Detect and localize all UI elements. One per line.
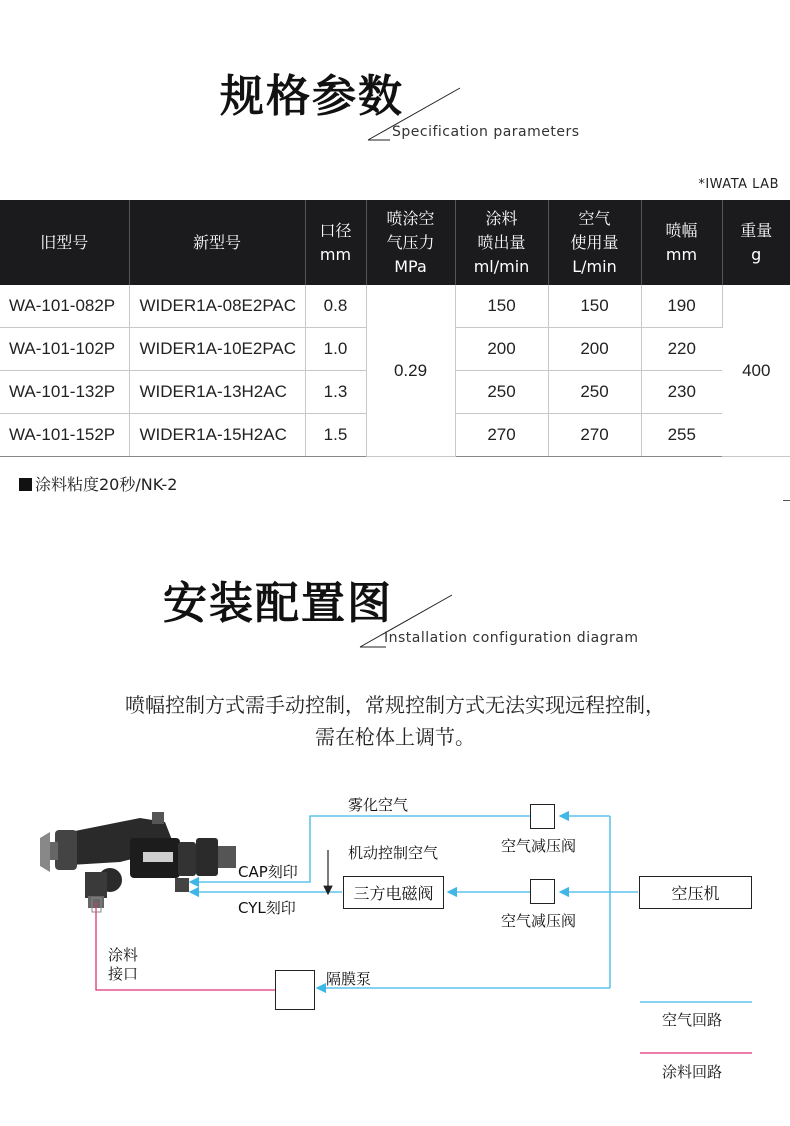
column-header-line: L/min	[572, 256, 617, 276]
spec-subtitle: Specification parameters	[392, 124, 580, 140]
paint-output-cell: 250	[455, 371, 548, 414]
column-header-line: 气压力	[386, 232, 435, 252]
weight-cell: 400	[722, 285, 790, 457]
paint-output-cell: 200	[455, 328, 548, 371]
spray-width-cell: 255	[641, 414, 722, 457]
column-header-line: ml/min	[473, 256, 530, 276]
column-header-line: g	[751, 244, 762, 264]
column-header-line: 新型号	[192, 232, 241, 252]
column-header	[0, 200, 129, 285]
column-header	[455, 200, 548, 285]
column-header-line: mm	[665, 244, 698, 264]
legend-air-label: 空气回路	[662, 1011, 723, 1029]
table-header-row	[0, 200, 790, 285]
spray-width-cell: 230	[641, 371, 722, 414]
column-header	[129, 200, 305, 285]
column-header-line: 喷涂空	[386, 208, 435, 228]
old-model-cell: WA-101-132P	[0, 371, 129, 414]
paint-output-cell: 270	[455, 414, 548, 457]
air-usage-cell: 200	[548, 328, 641, 371]
pressure-cell: 0.29	[366, 285, 455, 457]
diaphragm-pump-label: 隔膜泵	[326, 970, 372, 988]
old-model-cell: WA-101-082P	[0, 285, 129, 328]
bore-cell: 1.5	[305, 414, 366, 457]
cap-mark-label: CAP刻印	[238, 863, 298, 881]
legend-paint-label: 涂料回路	[662, 1063, 723, 1081]
column-header-line: 口径	[319, 220, 352, 240]
cyl-mark-label: CYL刻印	[238, 899, 296, 917]
column-header	[722, 200, 790, 285]
column-header-line: 空气	[578, 208, 611, 228]
source-label: *IWATA LAB	[698, 177, 779, 192]
new-model-cell: WIDER1A-15H2AC	[129, 414, 305, 457]
paint-inlet-label-line-2: 接口	[108, 965, 139, 983]
installation-diagram	[0, 780, 790, 1100]
solenoid-valve-label: 三方电磁阀	[353, 884, 434, 903]
bore-cell: 1.0	[305, 328, 366, 371]
divider-mark	[783, 500, 790, 501]
bullet-square-icon	[19, 478, 32, 491]
table-row	[0, 285, 790, 328]
air-usage-cell: 270	[548, 414, 641, 457]
column-header-line: mm	[319, 244, 352, 264]
spray-width-cell: 220	[641, 328, 722, 371]
machine-control-air-label: 机动控制空气	[348, 844, 439, 862]
column-header-line: 重量	[740, 220, 773, 240]
new-model-cell: WIDER1A-08E2PAC	[129, 285, 305, 328]
install-subtitle: Installation configuration diagram	[384, 630, 639, 646]
diaphragm-pump-box	[275, 970, 315, 1010]
atomizing-air-label: 雾化空气	[348, 796, 409, 814]
bore-cell: 0.8	[305, 285, 366, 328]
column-header	[305, 200, 366, 285]
install-title: 安装配置图	[163, 578, 393, 629]
compressor-label: 空压机	[671, 884, 720, 903]
column-header-line: 旧型号	[40, 232, 89, 252]
install-description-line-1: 喷幅控制方式需手动控制，常规控制方式无法实现远程控制，	[125, 693, 665, 717]
old-model-cell: WA-101-152P	[0, 414, 129, 457]
spray-gun-illustration	[40, 812, 236, 908]
pressure-reducer-bottom-box	[530, 879, 555, 904]
new-model-cell: WIDER1A-10E2PAC	[129, 328, 305, 371]
column-header-line: MPa	[394, 256, 427, 276]
pressure-reducer-top-box	[530, 804, 555, 829]
column-header-line: 涂料	[485, 208, 518, 228]
reducer-bottom-label: 空气减压阀	[501, 912, 577, 930]
column-header	[641, 200, 722, 285]
paint-inlet-label-line-1: 涂料	[108, 946, 139, 964]
column-header	[366, 200, 455, 285]
new-model-cell: WIDER1A-13H2AC	[129, 371, 305, 414]
paint-output-cell: 150	[455, 285, 548, 328]
compressor-box	[639, 876, 752, 909]
install-description-line-2: 需在枪体上调节。	[315, 725, 475, 749]
column-header-line: 使用量	[570, 232, 619, 252]
viscosity-note-text: 涂料粘度20秒/NK-2	[35, 475, 178, 494]
air-usage-cell: 150	[548, 285, 641, 328]
old-model-cell: WA-101-102P	[0, 328, 129, 371]
column-header-line: 喷幅	[665, 220, 698, 240]
spec-title: 规格参数	[220, 71, 404, 122]
bore-cell: 1.3	[305, 371, 366, 414]
spec-table	[0, 200, 790, 457]
solenoid-valve-box	[343, 876, 444, 909]
reducer-top-label: 空气减压阀	[501, 837, 577, 855]
column-header	[548, 200, 641, 285]
spray-width-cell: 190	[641, 285, 722, 328]
column-header-line: 喷出量	[477, 232, 526, 252]
air-usage-cell: 250	[548, 371, 641, 414]
viscosity-note	[19, 472, 178, 495]
